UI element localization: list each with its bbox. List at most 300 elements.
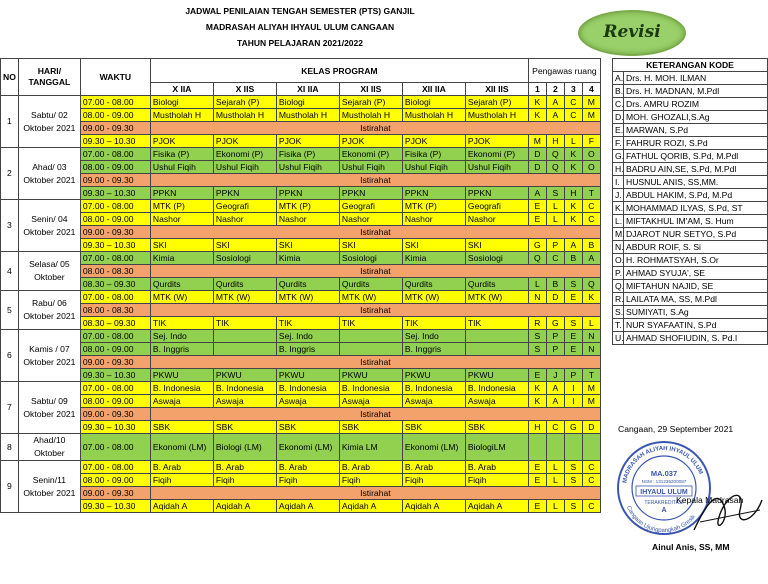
- pengawas-cell: A: [528, 187, 546, 200]
- day-date-cell: Senin/ 04 Oktober 2021: [18, 200, 80, 252]
- kode-name: MOH. GHOZALI,S.Ag: [624, 111, 768, 124]
- pengawas-cell: K: [528, 395, 546, 408]
- subject-cell: Kimia: [276, 252, 339, 265]
- header-class: XI IIS: [339, 83, 402, 96]
- time-cell: 09.00 - 09.30: [80, 226, 150, 239]
- pengawas-cell: C: [546, 421, 564, 434]
- pengawas-cell: E: [564, 330, 582, 343]
- table-row: [1, 330, 601, 343]
- pengawas-cell: L: [546, 461, 564, 474]
- list-item: [613, 267, 768, 280]
- table-row: [1, 408, 601, 421]
- pengawas-cell: H: [546, 135, 564, 148]
- pengawas-cell: Q: [582, 278, 600, 291]
- subject-cell: PJOK: [402, 135, 465, 148]
- subject-cell: B. Indonesia: [276, 382, 339, 395]
- subject-cell: Ushul Fiqih: [339, 161, 402, 174]
- keterangan-kode-table: [612, 58, 768, 345]
- subject-cell: Aqidah A: [465, 500, 528, 513]
- subject-cell: Fiqih: [213, 474, 276, 487]
- break-cell: Istirahat: [150, 487, 600, 500]
- time-cell: 09.00 - 09.30: [80, 174, 150, 187]
- subject-cell: Sejarah (P): [213, 96, 276, 109]
- subject-cell: MTK (P): [276, 200, 339, 213]
- table-row: [1, 239, 601, 252]
- subject-cell: Ushul Fiqih: [150, 161, 213, 174]
- pengawas-cell: C: [582, 213, 600, 226]
- subject-cell: Qurdits: [465, 278, 528, 291]
- subject-cell: PKWU: [402, 369, 465, 382]
- time-cell: 07.00 - 08.00: [80, 200, 150, 213]
- pengawas-cell: L: [546, 213, 564, 226]
- pengawas-cell: T: [582, 187, 600, 200]
- pengawas-cell: S: [564, 500, 582, 513]
- kode-letter: N.: [613, 241, 624, 254]
- subject-cell: Qurdits: [276, 278, 339, 291]
- pengawas-cell: L: [564, 135, 582, 148]
- title-line-3: TAHUN PELAJARAN 2021/2022: [237, 38, 363, 48]
- table-row: [1, 317, 601, 330]
- table-row: [1, 500, 601, 513]
- pengawas-cell: Q: [528, 252, 546, 265]
- time-cell: 09.30 – 10.30: [80, 135, 150, 148]
- pengawas-cell: [564, 434, 582, 461]
- table-row: [1, 421, 601, 434]
- subject-cell: SKI: [339, 239, 402, 252]
- subject-cell: Nashor: [402, 213, 465, 226]
- subject-cell: PPKN: [339, 187, 402, 200]
- pengawas-cell: P: [546, 330, 564, 343]
- subject-cell: Fiqih: [402, 474, 465, 487]
- row-number: 2: [1, 148, 19, 200]
- subject-cell: SBK: [465, 421, 528, 434]
- subject-cell: PPKN: [150, 187, 213, 200]
- subject-cell: B. Indonesia: [150, 382, 213, 395]
- row-number: 1: [1, 96, 19, 148]
- table-row: [1, 434, 601, 461]
- list-item: [613, 176, 768, 189]
- kode-name: MIFTAHUN NAJID, SE: [624, 280, 768, 293]
- header-class: X IIA: [150, 83, 213, 96]
- stamp-arc-text: MADRASAH ALIYAH IHYAUL ULUM: [622, 445, 704, 484]
- pengawas-cell: N: [528, 291, 546, 304]
- subject-cell: B. Arab: [402, 461, 465, 474]
- pengawas-cell: M: [582, 109, 600, 122]
- kode-name: H. ROHMATSYAH, S.Or: [624, 254, 768, 267]
- header-class: XII IIS: [465, 83, 528, 96]
- pengawas-cell: K: [564, 213, 582, 226]
- pengawas-cell: H: [564, 187, 582, 200]
- kode-name: SUMIYATI, S.Ag: [624, 306, 768, 319]
- day-date-cell: Sabtu/ 09 Oktober 2021: [18, 382, 80, 434]
- kode-name: Drs. AMRU ROZIM: [624, 98, 768, 111]
- break-cell: Istirahat: [150, 174, 600, 187]
- subject-cell: Aqidah A: [339, 500, 402, 513]
- list-item: [613, 85, 768, 98]
- pengawas-cell: L: [528, 278, 546, 291]
- subject-cell: Mustholah H: [465, 109, 528, 122]
- time-cell: 08.00 - 08.30: [80, 304, 150, 317]
- kode-letter: R.: [613, 293, 624, 306]
- time-cell: 07.00 - 08.00: [80, 382, 150, 395]
- subject-cell: Fiqih: [339, 474, 402, 487]
- table-row: [1, 135, 601, 148]
- pengawas-cell: N: [582, 330, 600, 343]
- subject-cell: Geografi: [339, 200, 402, 213]
- subject-cell: Qurdits: [213, 278, 276, 291]
- pengawas-cell: G: [546, 317, 564, 330]
- pengawas-cell: G: [528, 239, 546, 252]
- keterangan-title: KETERANGAN KODE: [613, 59, 768, 72]
- time-cell: 09.30 – 10.30: [80, 187, 150, 200]
- row-number: 6: [1, 330, 19, 382]
- subject-cell: TIK: [402, 317, 465, 330]
- subject-cell: PKWU: [276, 369, 339, 382]
- subject-cell: B. Arab: [276, 461, 339, 474]
- day-date-cell: Senin/11 Oktober 2021: [18, 461, 80, 513]
- kode-name: FAHRUR ROZI, S.Pd: [624, 137, 768, 150]
- subject-cell: SKI: [213, 239, 276, 252]
- time-cell: 08.30 – 09.30: [80, 317, 150, 330]
- pengawas-cell: L: [546, 474, 564, 487]
- subject-cell: B. Inggris: [402, 343, 465, 356]
- subject-cell: B. Arab: [339, 461, 402, 474]
- pengawas-cell: L: [546, 200, 564, 213]
- table-row: [1, 187, 601, 200]
- pengawas-cell: N: [582, 343, 600, 356]
- subject-cell: PKWU: [465, 369, 528, 382]
- subject-cell: MTK (W): [402, 291, 465, 304]
- subject-cell: PKWU: [150, 369, 213, 382]
- pengawas-cell: C: [546, 252, 564, 265]
- row-number: 5: [1, 291, 19, 330]
- table-row: [1, 343, 601, 356]
- subject-cell: [339, 343, 402, 356]
- subject-cell: Aswaja: [213, 395, 276, 408]
- kode-letter: I.: [613, 176, 624, 189]
- subject-cell: MTK (W): [339, 291, 402, 304]
- header-hari: HARI/ TANGGAL: [18, 59, 80, 96]
- list-item: [613, 163, 768, 176]
- pengawas-cell: K: [528, 96, 546, 109]
- break-cell: Istirahat: [150, 226, 600, 239]
- subject-cell: Ushul Fiqih: [465, 161, 528, 174]
- table-row: [1, 487, 601, 500]
- stamp-code: MA.037: [650, 469, 678, 478]
- row-number: 9: [1, 461, 19, 513]
- subject-cell: MTK (W): [213, 291, 276, 304]
- header-class: X IIS: [213, 83, 276, 96]
- kode-letter: K.: [613, 202, 624, 215]
- subject-cell: Ekonomi (P): [339, 148, 402, 161]
- kode-letter: B.: [613, 85, 624, 98]
- kode-name: AHMAD SYUJA', SE: [624, 267, 768, 280]
- pengawas-cell: K: [528, 382, 546, 395]
- list-item: [613, 254, 768, 267]
- subject-cell: Biologi: [276, 96, 339, 109]
- table-row: [1, 382, 601, 395]
- subject-cell: Mustholah H: [213, 109, 276, 122]
- pengawas-cell: M: [582, 395, 600, 408]
- stamp-status: TERAKREDITASI: [644, 500, 684, 506]
- subject-cell: Nashor: [150, 213, 213, 226]
- day-date-cell: Sabtu/ 02 Oktober 2021: [18, 96, 80, 148]
- pengawas-cell: O: [582, 161, 600, 174]
- subject-cell: Ushul Fiqih: [402, 161, 465, 174]
- subject-cell: Sosiologi: [465, 252, 528, 265]
- subject-cell: Sej. Indo: [276, 330, 339, 343]
- kode-letter: U.: [613, 332, 624, 345]
- time-cell: 08.30 – 09.30: [80, 278, 150, 291]
- signature-name: Ainul Anis, SS, MM: [652, 542, 730, 552]
- subject-cell: Ushul Fiqih: [213, 161, 276, 174]
- list-item: [613, 189, 768, 202]
- kode-letter: G.: [613, 150, 624, 163]
- time-cell: 08.00 - 09.00: [80, 161, 150, 174]
- time-cell: 07.00 - 08.00: [80, 148, 150, 161]
- kode-name: MARWAN, S.Pd: [624, 124, 768, 137]
- time-cell: 07.00 - 08.00: [80, 291, 150, 304]
- subject-cell: Ekonomi (LM): [150, 434, 213, 461]
- list-item: [613, 332, 768, 345]
- subject-cell: MTK (P): [402, 200, 465, 213]
- pengawas-cell: A: [546, 382, 564, 395]
- pengawas-cell: T: [582, 369, 600, 382]
- time-cell: 07.00 - 08.00: [80, 434, 150, 461]
- subject-cell: TIK: [276, 317, 339, 330]
- subject-cell: [213, 343, 276, 356]
- subject-cell: PJOK: [276, 135, 339, 148]
- subject-cell: MTK (W): [150, 291, 213, 304]
- subject-cell: PJOK: [339, 135, 402, 148]
- pengawas-cell: K: [564, 200, 582, 213]
- pengawas-cell: K: [564, 148, 582, 161]
- table-row: [1, 278, 601, 291]
- subject-cell: Geografi: [465, 200, 528, 213]
- subject-cell: TIK: [213, 317, 276, 330]
- kode-name: BADRU AIN,SE, S.Pd, M.Pdl: [624, 163, 768, 176]
- pengawas-cell: C: [582, 474, 600, 487]
- time-cell: 08.00 - 09.00: [80, 109, 150, 122]
- header-room: 4: [582, 83, 600, 96]
- subject-cell: B. Indonesia: [213, 382, 276, 395]
- pengawas-cell: E: [528, 461, 546, 474]
- day-date-cell: Ahad/ 03 Oktober 2021: [18, 148, 80, 200]
- time-cell: 08.00 - 09.00: [80, 474, 150, 487]
- time-cell: 09.30 – 10.30: [80, 239, 150, 252]
- day-date-cell: Rabu/ 06 Oktober 2021: [18, 291, 80, 330]
- header-class: XII IIA: [402, 83, 465, 96]
- subject-cell: B. Arab: [465, 461, 528, 474]
- table-row: [1, 122, 601, 135]
- pengawas-cell: M: [582, 382, 600, 395]
- subject-cell: Aswaja: [150, 395, 213, 408]
- subject-cell: B. Arab: [150, 461, 213, 474]
- kode-letter: A.: [613, 72, 624, 85]
- title-line-1: JADWAL PENILAIAN TENGAH SEMESTER (PTS) GANJIL: [185, 6, 415, 16]
- row-number: 7: [1, 382, 19, 434]
- subject-cell: Ekonomi (LM): [402, 434, 465, 461]
- subject-cell: PKWU: [213, 369, 276, 382]
- kode-letter: Q.: [613, 280, 624, 293]
- subject-cell: SBK: [150, 421, 213, 434]
- list-item: [613, 293, 768, 306]
- pengawas-cell: A: [546, 395, 564, 408]
- break-cell: Istirahat: [150, 265, 600, 278]
- break-cell: Istirahat: [150, 304, 600, 317]
- subject-cell: PPKN: [213, 187, 276, 200]
- pengawas-cell: O: [582, 148, 600, 161]
- signature-scribble-icon: [690, 470, 766, 542]
- revisi-label: Revisi: [603, 22, 661, 42]
- kode-name: AHMAD SHOFIUDIN, S. Pd.I: [624, 332, 768, 345]
- subject-cell: PJOK: [150, 135, 213, 148]
- pengawas-cell: A: [546, 96, 564, 109]
- subject-cell: Biologi: [402, 96, 465, 109]
- subject-cell: TIK: [465, 317, 528, 330]
- pengawas-cell: R: [528, 317, 546, 330]
- subject-cell: Sej. Indo: [150, 330, 213, 343]
- kode-letter: H.: [613, 163, 624, 176]
- subject-cell: Fisika (P): [150, 148, 213, 161]
- subject-cell: Sej. Indo: [402, 330, 465, 343]
- list-item: [613, 98, 768, 111]
- pengawas-cell: [546, 434, 564, 461]
- pengawas-cell: C: [582, 200, 600, 213]
- break-cell: Istirahat: [150, 408, 600, 421]
- pengawas-cell: [528, 434, 546, 461]
- pengawas-cell: Q: [546, 148, 564, 161]
- table-row: [1, 161, 601, 174]
- header-waktu: WAKTU: [80, 59, 150, 96]
- pengawas-cell: J: [546, 369, 564, 382]
- subject-cell: Qurdits: [339, 278, 402, 291]
- subject-cell: Sejarah (P): [465, 96, 528, 109]
- time-cell: 07.00 - 08.00: [80, 96, 150, 109]
- list-item: [613, 215, 768, 228]
- revisi-badge: [578, 10, 686, 56]
- subject-cell: [339, 330, 402, 343]
- subject-cell: SKI: [465, 239, 528, 252]
- kode-letter: L.: [613, 215, 624, 228]
- pengawas-cell: G: [564, 421, 582, 434]
- subject-cell: MTK (P): [150, 200, 213, 213]
- pengawas-cell: E: [528, 474, 546, 487]
- kode-name: ABDUR ROIF, S. Si: [624, 241, 768, 254]
- table-row: [1, 369, 601, 382]
- list-item: [613, 72, 768, 85]
- pengawas-cell: S: [564, 474, 582, 487]
- subject-cell: PPKN: [402, 187, 465, 200]
- table-row: [1, 304, 601, 317]
- pengawas-cell: M: [582, 96, 600, 109]
- subject-cell: [213, 330, 276, 343]
- signature-role: Kepala Madrasah: [676, 495, 744, 505]
- row-number: 8: [1, 434, 19, 461]
- pengawas-cell: Q: [546, 161, 564, 174]
- time-cell: 09.00 - 09.30: [80, 408, 150, 421]
- subject-cell: B. Inggris: [276, 343, 339, 356]
- subject-cell: Aqidah A: [213, 500, 276, 513]
- pengawas-cell: E: [528, 213, 546, 226]
- kode-name: MIFTAKHUL IM'AM, S. Hum: [624, 215, 768, 228]
- title-line-2: MADRASAH ALIYAH IHYAUL ULUM CANGAAN: [205, 22, 395, 32]
- subject-cell: Aswaja: [276, 395, 339, 408]
- header-pengawas: Pengawas ruang: [528, 59, 600, 83]
- subject-cell: Fiqih: [465, 474, 528, 487]
- table-row: [1, 461, 601, 474]
- row-number: 3: [1, 200, 19, 252]
- header-class: XI IIA: [276, 83, 339, 96]
- pengawas-cell: C: [564, 109, 582, 122]
- subject-cell: Sosiologi: [339, 252, 402, 265]
- list-item: [613, 150, 768, 163]
- table-row: [1, 252, 601, 265]
- kode-letter: P.: [613, 267, 624, 280]
- subject-cell: Geografi: [213, 200, 276, 213]
- subject-cell: B. Inggris: [150, 343, 213, 356]
- kode-letter: O.: [613, 254, 624, 267]
- pengawas-cell: B: [546, 278, 564, 291]
- subject-cell: Sejarah (P): [339, 96, 402, 109]
- pengawas-cell: S: [564, 278, 582, 291]
- table-row: [1, 291, 601, 304]
- table-row: [1, 226, 601, 239]
- schedule-table: [0, 58, 601, 513]
- table-row: [1, 200, 601, 213]
- list-item: [613, 111, 768, 124]
- subject-cell: Ekonomi (P): [213, 148, 276, 161]
- pengawas-cell: C: [582, 500, 600, 513]
- header-no: NO: [1, 59, 19, 96]
- list-item: [613, 319, 768, 332]
- stamp-grade: A: [661, 507, 667, 514]
- subject-cell: Aswaja: [402, 395, 465, 408]
- table-row: [1, 148, 601, 161]
- time-cell: 09.00 - 09.30: [80, 356, 150, 369]
- pengawas-cell: B: [582, 239, 600, 252]
- subject-cell: Ushul Fiqih: [276, 161, 339, 174]
- pengawas-cell: C: [582, 461, 600, 474]
- subject-cell: MTK (W): [465, 291, 528, 304]
- kode-letter: M.: [613, 228, 624, 241]
- day-date-cell: Selasa/ 05 Oktober: [18, 252, 80, 291]
- pengawas-cell: M: [528, 135, 546, 148]
- subject-cell: Ekonomi (LM): [276, 434, 339, 461]
- time-cell: 08.00 - 09.00: [80, 213, 150, 226]
- subject-cell: Fiqih: [276, 474, 339, 487]
- time-cell: 07.00 - 08.00: [80, 330, 150, 343]
- subject-cell: Sosiologi: [213, 252, 276, 265]
- time-cell: 08.00 - 09.00: [80, 343, 150, 356]
- pengawas-cell: E: [564, 291, 582, 304]
- subject-cell: Mustholah H: [150, 109, 213, 122]
- subject-cell: Ekonomi (P): [465, 148, 528, 161]
- pengawas-cell: E: [528, 500, 546, 513]
- kode-name: Drs. H. MADNAN, M.Pdl: [624, 85, 768, 98]
- time-cell: 07.00 - 08.00: [80, 252, 150, 265]
- list-item: [613, 137, 768, 150]
- pengawas-cell: S: [564, 461, 582, 474]
- subject-cell: Kimia: [402, 252, 465, 265]
- subject-cell: PKWU: [339, 369, 402, 382]
- subject-cell: B. Indonesia: [465, 382, 528, 395]
- subject-cell: Aqidah A: [276, 500, 339, 513]
- list-item: [613, 306, 768, 319]
- stamp-nsm: NSM : 131235200087: [641, 479, 687, 484]
- pengawas-cell: E: [528, 200, 546, 213]
- time-cell: 09.30 – 10.30: [80, 500, 150, 513]
